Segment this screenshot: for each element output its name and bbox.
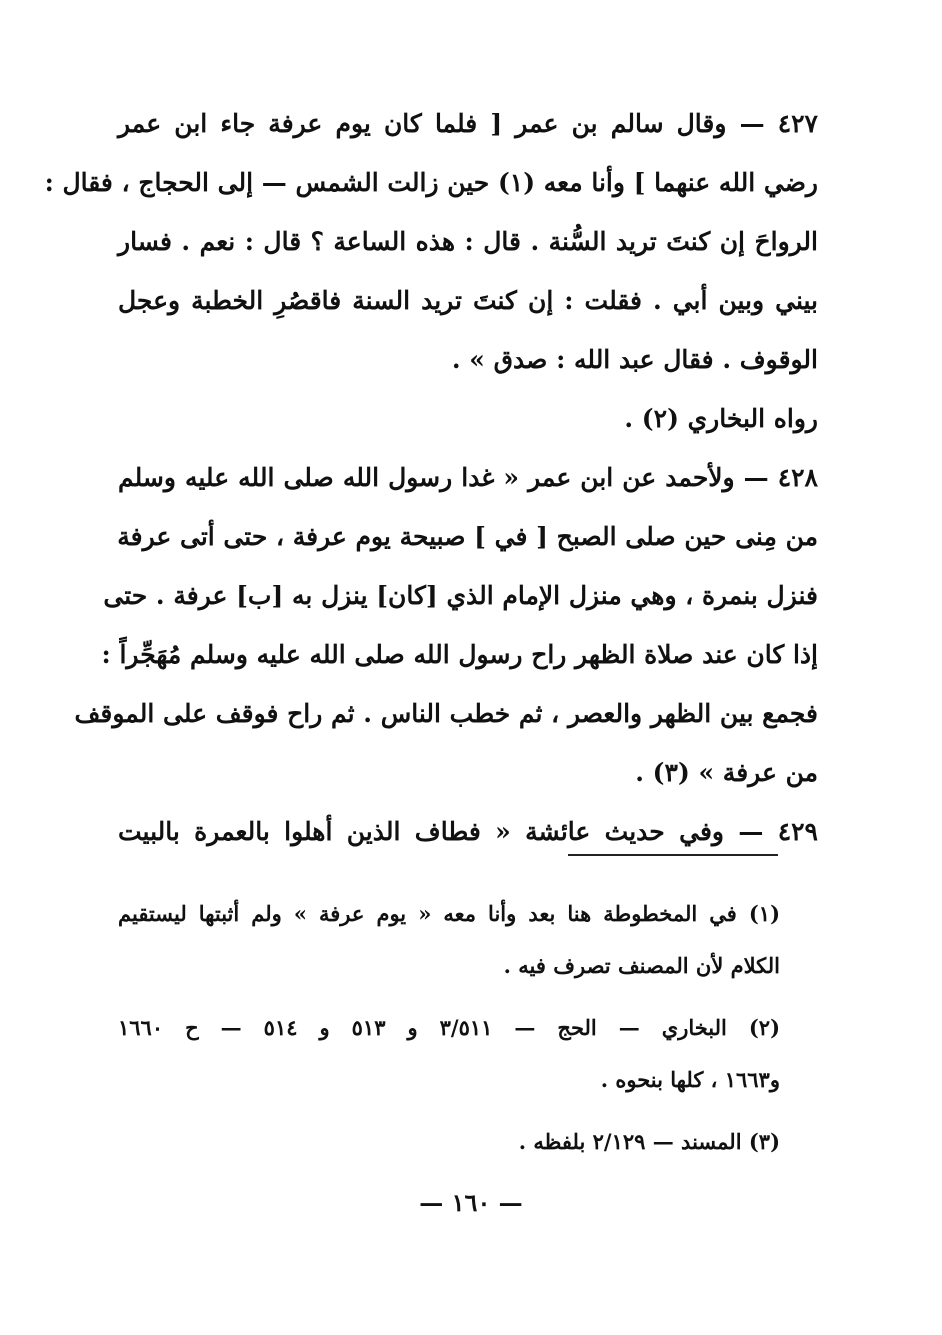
text-line: بيني وبين أبي . فقلت : إن كنتَ تريد السنة فاقصُرِ الخطبة وعجل xyxy=(118,286,818,315)
text-line: فجمع بين الظهر والعصر ، ثم خطب الناس . ثم راح فوقف على الموقف xyxy=(74,699,818,728)
text-line: الوقوف . فقال عبد الله : صدق » . xyxy=(451,345,818,374)
text-line: إذا كان عند صلاة الظهر راح رسول الله صلى الله عليه وسلم مُهَجِّراً : xyxy=(101,640,818,669)
page-number: — ١٦٠ — xyxy=(419,1188,523,1217)
footnote-divider xyxy=(568,854,778,856)
main-text-body xyxy=(44,94,818,861)
text-line: من مِنى حين صلى الصبح [ في ] صبيحة يوم عرفة ، حتى أتى عرفة xyxy=(117,522,818,551)
text-line: ٤٢٧ — وقال سالم بن عمر [ فلما كان يوم عرفة جاء ابن عمر xyxy=(118,109,818,138)
text-line: رواه البخاري (٢) . xyxy=(624,404,818,433)
footnote-line: (٣) المسند — ٢/١٢٩ بلفظه . xyxy=(518,1129,780,1154)
footnote-line: (٢) البخاري — الحج — ٣/٥١١ و ٥١٣ و ٥١٤ — ح ١٦٦٠ xyxy=(118,1015,781,1040)
footnote-line: (١) في المخطوطة هنا بعد وأنا معه « يوم عرفة » ولم أثبتها ليستقيم xyxy=(118,901,780,926)
text-line: من عرفة » (٣) . xyxy=(635,758,818,787)
text-line: ٤٢٩ — وفي حديث عائشة « فطاف الذين أهلوا بالعمرة بالبيت xyxy=(118,817,818,846)
footnote-line: و١٦٦٣ ، كلها بنحوه . xyxy=(600,1067,780,1092)
footnote-line: الكلام لأن المصنف تصرف فيه . xyxy=(503,953,780,978)
text-line: الرواحَ إن كنتَ تريد السُّنة . قال : هذه الساعة ؟ قال : نعم . فسار xyxy=(118,227,818,256)
text-line: ٤٢٨ — ولأحمد عن ابن عمر « غدا رسول الله صلى الله عليه وسلم xyxy=(118,463,818,492)
text-line: فنزل بنمرة ، وهي منزل الإمام الذي [كان] ينزل به [ب] عرفة . حتى xyxy=(103,581,818,610)
footnotes xyxy=(118,888,780,1168)
text-line: رضي الله عنهما ] وأنا معه (١) حين زالت الشمس — إلى الحجاج ، فقال : xyxy=(44,168,818,197)
